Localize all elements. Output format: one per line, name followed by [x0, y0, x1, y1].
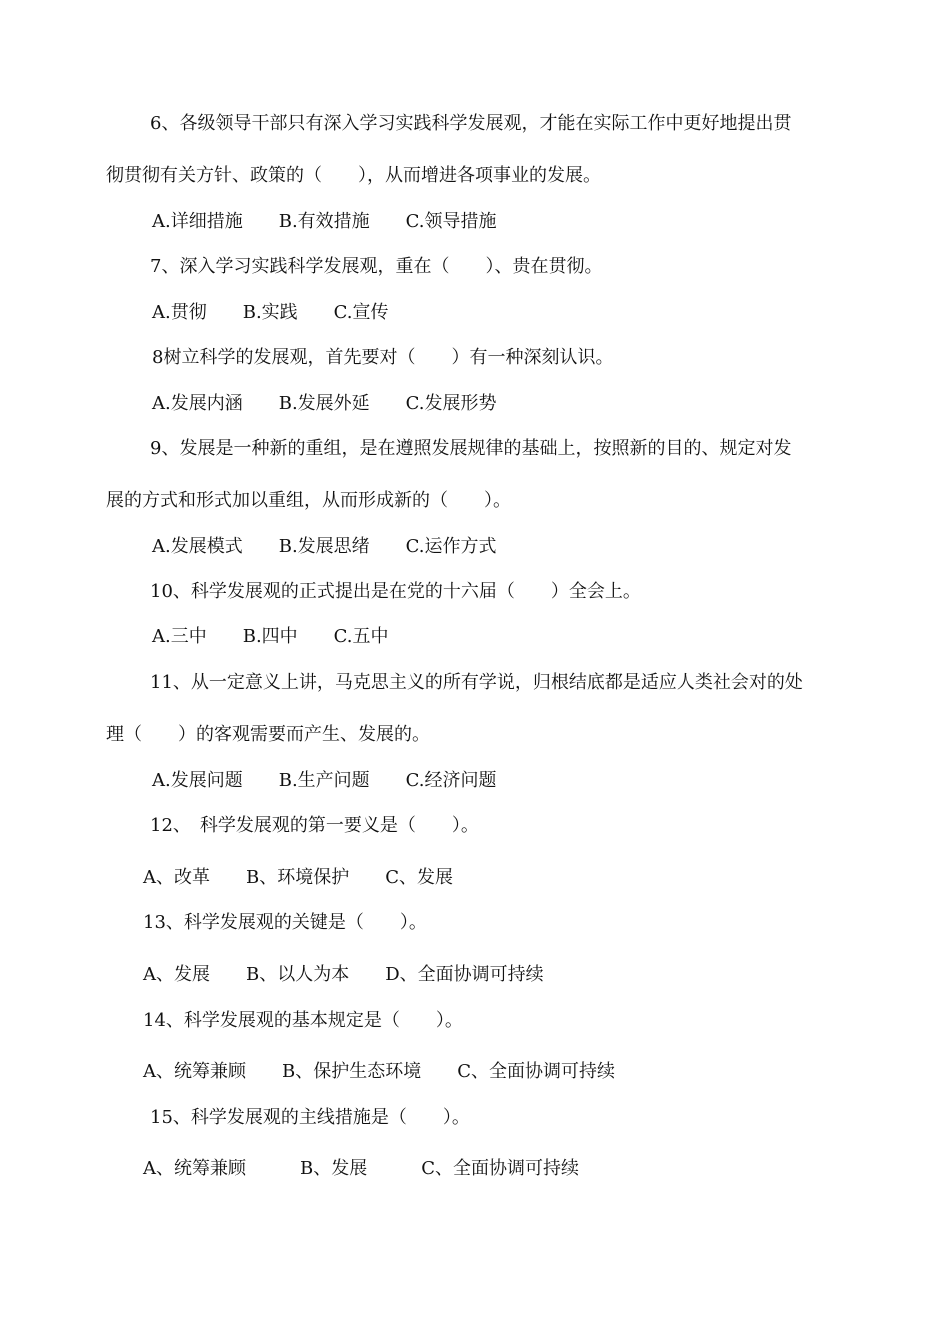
- q7-options: A.贯彻 B.实践 C.宣传: [152, 302, 389, 323]
- q11-text-line-2: 理（ ）的客观需要而产生、发展的。: [106, 724, 430, 745]
- q13-options: A、发展 B、以人为本 D、全面协调可持续: [143, 964, 544, 985]
- q14-text: 14、科学发展观的基本规定是（ ）。: [143, 1010, 463, 1031]
- q6-text-line-1: 6、各级领导干部只有深入学习实践科学发展观，才能在实际工作中更好地提出贯: [150, 113, 792, 134]
- q9-options: A.发展模式 B.发展思绪 C.运作方式: [152, 536, 497, 557]
- q9-text-line-2: 展的方式和形式加以重组，从而形成新的（ ）。: [106, 490, 511, 511]
- q8-options: A.发展内涵 B.发展外延 C.发展形势: [152, 393, 497, 414]
- q11-options: A.发展问题 B.生产问题 C.经济问题: [152, 770, 497, 791]
- q10-options: A.三中 B.四中 C.五中: [152, 626, 389, 647]
- q15-options: A、统筹兼顾 B、发展 C、全面协调可持续: [143, 1158, 579, 1179]
- q6-options: A.详细措施 B.有效措施 C.领导措施: [152, 211, 497, 232]
- q12-text: 12、 科学发展观的第一要义是（ ）。: [150, 815, 479, 836]
- q14-options: A、统筹兼顾 B、保护生态环境 C、全面协调可持续: [143, 1061, 615, 1082]
- q10-text: 10、科学发展观的正式提出是在党的十六届（ ）全会上。: [150, 581, 641, 602]
- q11-text-line-1: 11、从一定意义上讲，马克思主义的所有学说，归根结底都是适应人类社会对的处: [150, 672, 803, 693]
- q13-text: 13、科学发展观的关键是（ ）。: [143, 912, 427, 933]
- q6-text-line-2: 彻贯彻有关方针、政策的（ ），从而增进各项事业的发展。: [106, 165, 601, 186]
- q9-text-line-1: 9、发展是一种新的重组，是在遵照发展规律的基础上，按照新的目的、规定对发: [150, 438, 792, 459]
- q8-text: 8树立科学的发展观，首先要对（ ）有一种深刻认识。: [152, 347, 614, 368]
- q12-options: A、改革 B、环境保护 C、发展: [143, 867, 453, 888]
- q7-text: 7、深入学习实践科学发展观，重在（ ）、贵在贯彻。: [150, 256, 603, 277]
- q15-text: 15、科学发展观的主线措施是（ ）。: [150, 1107, 470, 1128]
